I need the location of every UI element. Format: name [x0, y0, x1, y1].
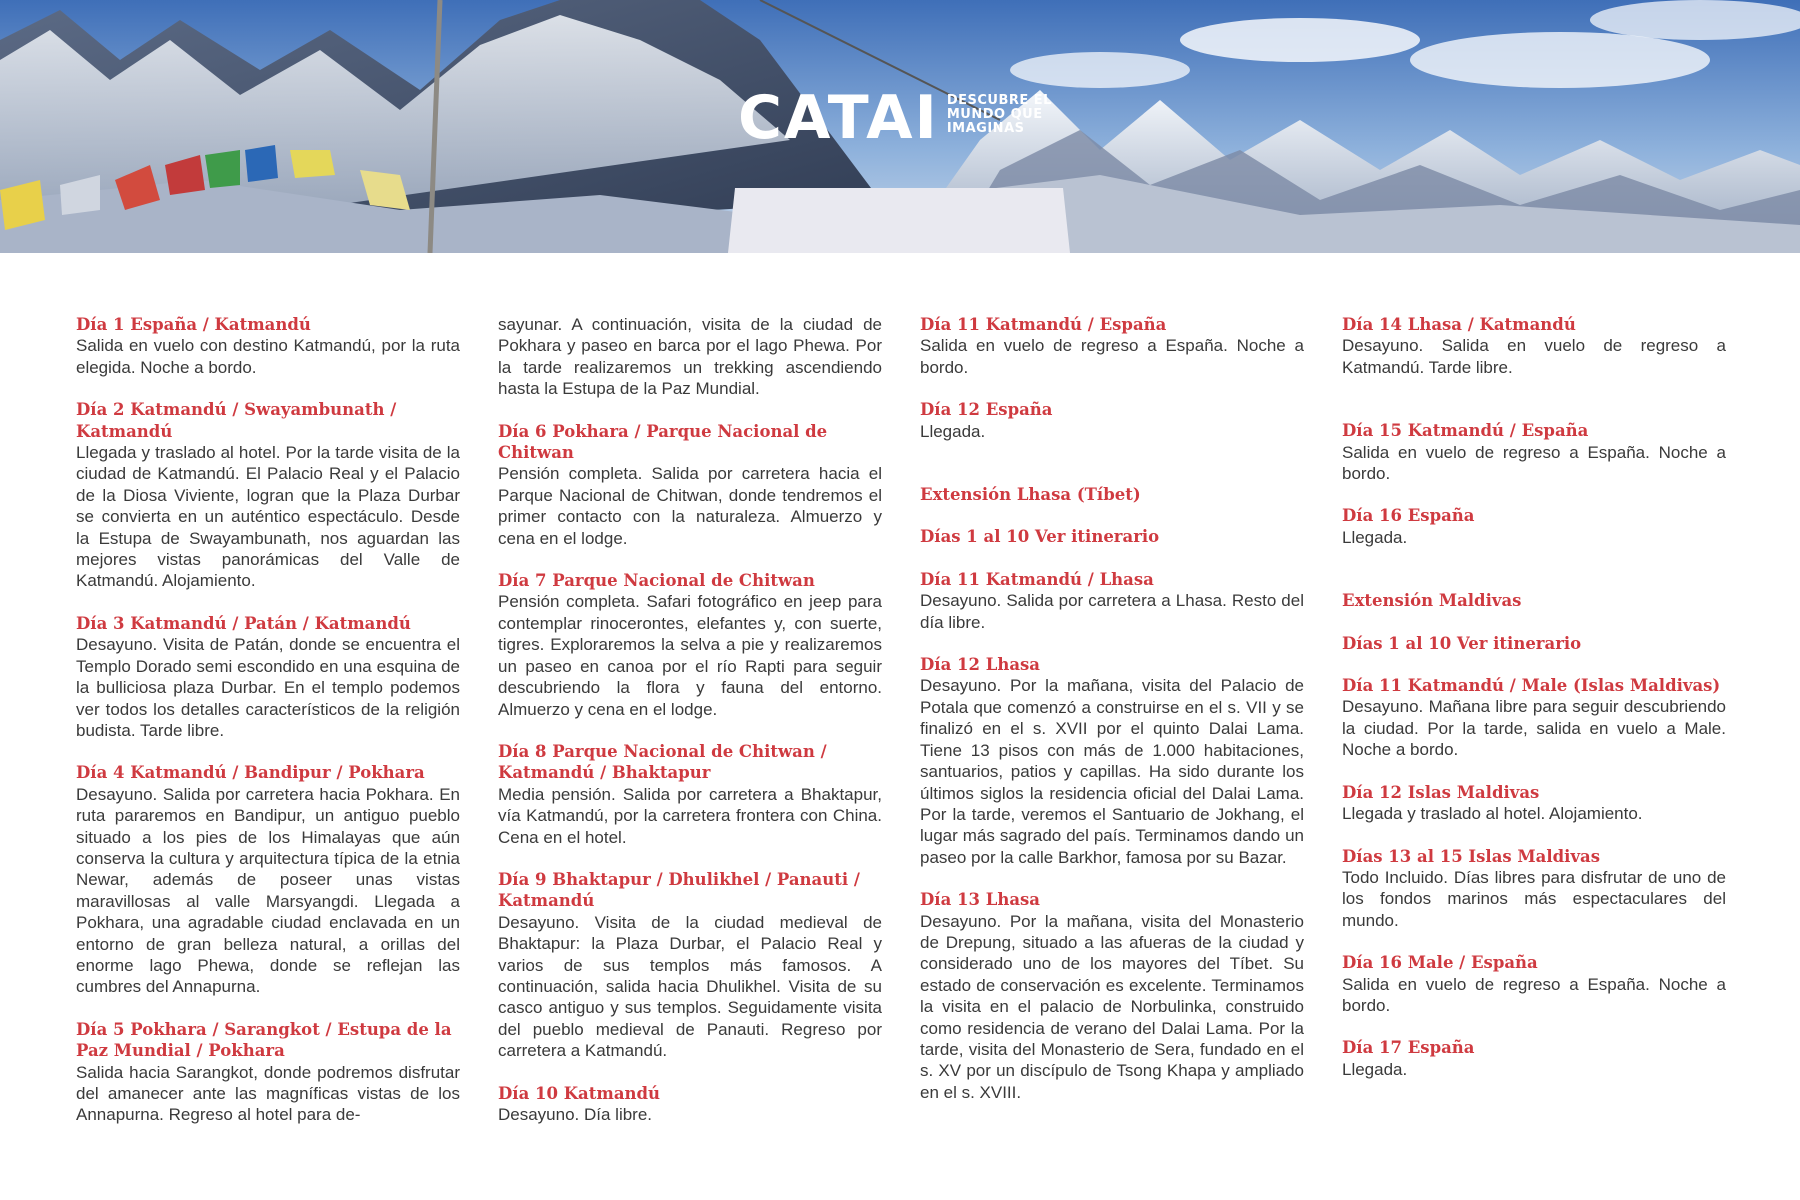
tagline-line: MUNDO QUE [946, 107, 1043, 122]
itinerary-day [1342, 1037, 1726, 1080]
day-title: Día 5 Pokhara / Sarangkot / Estupa de la Paz Mundial / Pokhara [76, 1019, 452, 1061]
day-title: Día 17 España [1342, 1038, 1475, 1058]
itinerary-column-3 [920, 314, 1304, 1124]
day-title: Día 7 Parque Nacional de Chitwan [498, 571, 815, 591]
day-description: sayunar. A continuación, visita de la ciudad de Pokhara y paseo en barca por el lago Phewa. Por la tarde realizaremos un trekking ascendiendo hasta la Estupa de la Paz Mundial. [498, 315, 882, 399]
day-description: Llegada. [1342, 1059, 1408, 1079]
itinerary-day [1342, 314, 1726, 378]
itinerary-day [1342, 846, 1726, 932]
day-title: Día 11 Katmandú / España [920, 315, 1167, 334]
day-description: Llegada. [920, 421, 986, 441]
day-title: Día 2 Katmandú / Swayambunath / Katmandú [76, 400, 397, 441]
day-title: Día 16 España [1342, 506, 1475, 526]
extension-intro: Días 1 al 10 Ver itinerario [920, 527, 1160, 547]
day-title: Día 14 Lhasa / Katmandú [1342, 315, 1576, 334]
day-title: Día 15 Katmandú / España [1342, 421, 1589, 441]
day-description: Salida en vuelo con destino Katmandú, por la ruta elegida. Noche a bordo. [76, 336, 460, 377]
day-title: Días 13 al 15 Islas Maldivas [1342, 846, 1601, 866]
day-description: Desayuno. Salida por carretera hacia Pokhara. En ruta pararemos en Bandipur, un antiguo pueblo situado a los pies de los Himalayas que aún conserva la cultura y arquitectura típica de la etnia Newar, además de poseer unas vistas maravillosas al valle Marsyangdi. Llegada a Pokhara, una agradable ciudad enclavada en un entorno de gran belleza natural, a orillas del enorme lago Phewa, donde se reflejan las cumbres del Annapurna. [76, 784, 460, 997]
spacer [1342, 569, 1726, 590]
day-description: Llegada y traslado al hotel. Por la tarde visita de la ciudad de Katmandú. El Palacio Real y el Palacio de la Diosa Viviente, logran que la Plaza Durbar se convierta en un auténtico espectáculo. Desde la Estupa de Swayambunath, nos aguardan las mejores vistas panorámicas del Valle de Katmandú. Alojamiento. [76, 443, 460, 591]
tagline-line: IMAGINAS [946, 121, 1025, 136]
day-description: Llegada y traslado al hotel. Alojamiento. [1342, 804, 1643, 824]
itinerary-day [920, 399, 1304, 442]
day-description: Desayuno. Día libre. [498, 1105, 653, 1124]
itinerary-day [1342, 675, 1726, 761]
day-description: Desayuno. Por la mañana, visita del Palacio de Potala que comenzó a construirse en el s. VII y se finalizó en el s. XVII por el quinto Dalai Lama. Tiene 13 pisos con más de 1.000 habitaciones, santuarios, patios y capillas. Ha sido durante los últimos siglos la residencia oficial del Dalai Lama. Por la tarde, veremos el Santuario de Jokhang, el lugar más sagrado del país. Terminamos dando un paseo por la calle Barkhor, famosa por su Bazar. [920, 676, 1304, 867]
day-description: Salida en vuelo de regreso a España. Noche a bordo. [920, 336, 1304, 377]
spacer [920, 463, 1304, 484]
itinerary-day [498, 1083, 882, 1126]
extension-intro: Días 1 al 10 Ver itinerario [1342, 633, 1582, 653]
spacer [1342, 399, 1726, 420]
day-title: Día 11 Katmandú / Male (Islas Maldivas) [1342, 676, 1721, 696]
itinerary-day [76, 314, 460, 378]
day-title: Día 12 Lhasa [920, 655, 1040, 675]
itinerary-column-1 [76, 314, 460, 1147]
day-description: Desayuno. Por la mañana, visita del Monasterio de Drepung, situado a las afueras de la ciudad y considerado uno de los mayores del Tíbet. Su estado de conservación es excelente. Terminamos la visita en el palacio de Norbulinka, construido como residencia de verano del Dalai Lama. Por la tarde, visita del Monasterio de Sera, fundado en el s. XV por un discípulo de Tsong Khapa y ampliado en el s. XVIII. [920, 911, 1304, 1102]
day-title: Día 13 Lhasa [920, 890, 1040, 910]
day-title: Día 12 España [920, 400, 1053, 420]
itinerary-day [1342, 420, 1726, 484]
logo-tagline [947, 94, 1052, 136]
day-description: Salida hacia Sarangkot, donde podremos disfrutar del amanecer ante las magníficas vistas de los Annapurna. Regreso al hotel para de- [76, 1062, 460, 1125]
extension-heading: Extensión Lhasa (Tíbet) [920, 485, 1141, 505]
itinerary-column-2 [498, 314, 882, 1146]
day-description: Salida en vuelo de regreso a España. Noche a bordo. [1342, 442, 1726, 484]
itinerary-day [920, 569, 1304, 633]
itinerary-day [498, 869, 882, 1062]
day-description: Todo Incluido. Días libres para disfrutar de uno de los fondos marinos más espectaculares del mundo. [1342, 867, 1726, 930]
itinerary-day [498, 421, 882, 549]
day-description: Pensión completa. Safari fotográfico en jeep para contemplar rinocerontes, elefantes y, con suerte, tigres. Exploraremos la selva a pie y realizaremos un paseo en canoa por el río Rapti para seguir descubriendo la flora y fauna del entorno. Almuerzo y cena en el lodge. [498, 592, 882, 719]
header-banner [0, 0, 1800, 253]
day-description: Pensión completa. Salida por carretera hacia el Parque Nacional de Chitwan, donde tendremos el primer contacto con la naturaleza. Almuerzo y cena en el lodge. [498, 464, 882, 548]
day-title: Día 6 Pokhara / Parque Nacional de Chitwan [498, 421, 828, 463]
day-description: Llegada. [1342, 527, 1408, 547]
itinerary-day [1342, 782, 1726, 825]
catai-logo [738, 83, 1052, 153]
itinerary-day [76, 399, 460, 592]
day-title: Día 12 Islas Maldivas [1342, 782, 1540, 802]
day-description: Media pensión. Salida por carretera a Bhaktapur, vía Katmandú, por la carretera frontera con China. Cena en el hotel. [498, 784, 882, 847]
itinerary-day [920, 314, 1304, 378]
day-title: Día 10 Katmandú [498, 1083, 661, 1103]
day-title: Día 11 Katmandú / Lhasa [920, 569, 1154, 589]
day-description: Desayuno. Visita de Patán, donde se encuentra el Templo Dorado semi escondido en una esquina de la bulliciosa plaza Durbar. En el templo podemos ver todos los detalles característicos de la religión budista. Tarde libre. [76, 635, 460, 740]
day-description: Desayuno. Visita de la ciudad medieval de Bhaktapur: la Plaza Durbar, el Palacio Real y varios de sus templos más famosos. A continuación, salida hacia Dhulikhel. Visita de su casco antiguo y sus templos. Seguidamente visita del pueblo medieval de Panauti. Regreso por carretera a Katmandú. [498, 912, 882, 1061]
itinerary-continuation [498, 314, 882, 400]
tagline-line: DESCUBRE EL [946, 94, 1052, 108]
day-description: Salida en vuelo de regreso a España. Noche a bordo. [1342, 974, 1726, 1015]
day-description: Desayuno. Salida en vuelo de regreso a Katmandú. Tarde libre. [1342, 336, 1726, 377]
itinerary-day [920, 654, 1304, 868]
itinerary-day [498, 741, 882, 848]
day-title: Día 3 Katmandú / Patán / Katmandú [76, 613, 411, 633]
day-description: Desayuno. Mañana libre para seguir descubriendo la ciudad. Por la tarde, salida en vuelo a Male. Noche a bordo. [1342, 697, 1726, 760]
day-title: Día 4 Katmandú / Bandipur / Pokhara [76, 763, 425, 783]
day-description: Desayuno. Salida por carretera a Lhasa. Resto del día libre. [920, 591, 1304, 632]
itinerary-day [1342, 505, 1726, 548]
extension-heading: Extensión Maldivas [1342, 591, 1522, 611]
itinerary-day [76, 762, 460, 997]
itinerary-day [920, 889, 1304, 1103]
itinerary-column-4 [1342, 314, 1726, 1101]
day-title: Día 8 Parque Nacional de Chitwan / Katmandú / Bhaktapur [498, 741, 827, 783]
itinerary-day [76, 1019, 460, 1126]
day-title: Día 9 Bhaktapur / Dhulikhel / Panauti / Katmandú [498, 869, 860, 911]
itinerary-day [1342, 952, 1726, 1016]
day-title: Día 16 Male / España [1342, 953, 1538, 973]
itinerary-day [76, 613, 460, 741]
logo-word: CATAI [738, 83, 939, 153]
itinerary-day [498, 570, 882, 720]
day-title: Día 1 España / Katmandú [76, 315, 311, 334]
